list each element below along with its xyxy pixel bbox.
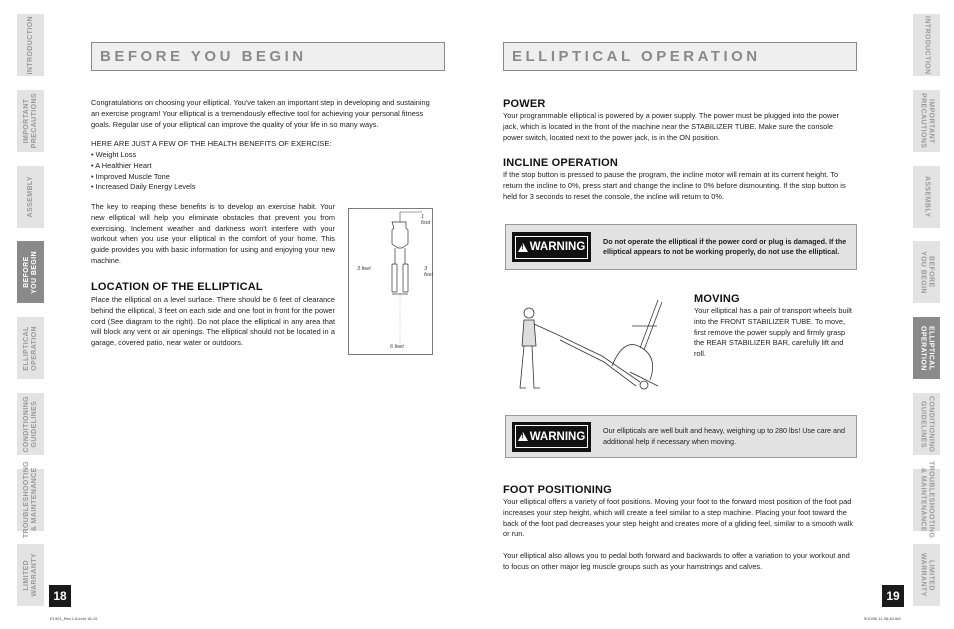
- moving-paragraph: Your elliptical has a pair of transport wheels built into the FRONT STABILIZER TUBE. To move, first remove the power supply and firmly grasp the REAR STABILIZER BAR, carefully lift and roll.: [694, 306, 852, 359]
- right-clearance-label: 3 feet: [424, 266, 434, 278]
- elliptical-operation-header: [503, 42, 857, 71]
- power-paragraph: Your programmable elliptical is powered by a power supply. The power must be plugged into the power jack, which is located in the front of the machine near the STABILIZER TUBE. Make sure the console power switch, located next to the power jack, is in the ON position.: [503, 111, 839, 142]
- tab-before-you-begin[interactable]: BEFORE YOU BEGIN: [913, 241, 940, 303]
- warning-badge: [512, 232, 591, 262]
- foot-positioning-paragraph-2: Your elliptical also allows you to pedal both forward and backwards to offer a variation to your workout and to focus on other major leg muscle groups such as your hamstrings and calves.: [503, 551, 850, 571]
- location-paragraph: Place the elliptical on a level surface. There should be 6 feet of clearance behind the elliptical, 3 feet on each side and one foot in front for the power cord (See diagram to the right). Do not place the elliptical in any area that will block any vent or air openings. The elliptical should not be located in a garage, covered patio, near water or outdoors.: [91, 295, 335, 348]
- before-you-begin-header: [91, 42, 445, 71]
- tab-elliptical-operation[interactable]: ELLIPTICAL OPERATION: [17, 317, 44, 379]
- tab-conditioning-guidelines[interactable]: CONDITIONING GUIDELINES: [913, 393, 940, 455]
- moving-heading: MOVING: [694, 293, 740, 305]
- tab-important-precautions[interactable]: IMPORTANT PRECAUTIONS: [913, 90, 940, 152]
- list-item: • A Healthier Heart: [91, 160, 152, 170]
- power-heading: POWER: [503, 98, 546, 110]
- tab-limited-warranty[interactable]: LIMITED WARRANTY: [17, 544, 44, 606]
- tab-assembly[interactable]: ASSEMBLY: [17, 166, 44, 228]
- warning-label: WARNING: [529, 430, 586, 443]
- tab-introduction[interactable]: INTRODUCTION: [913, 14, 940, 76]
- tab-limited-warranty[interactable]: LIMITED WARRANTY: [913, 544, 940, 606]
- clearance-diagram-svg: [348, 208, 433, 355]
- clearance-diagram: [348, 208, 433, 355]
- elliptical-top-view: [392, 222, 408, 294]
- incline-paragraph: If the stop button is pressed to pause the program, the incline motor will remain at its current height. To return the incline to 0%, press start and change the incline to 0% before dismounting. If the stop button is held for 3 seconds to reset the console, the incline will return to 0%.: [503, 170, 846, 201]
- benefits-heading: HERE ARE JUST A FEW OF THE HEALTH BENEFITS OF EXERCISE:: [91, 139, 332, 148]
- file-footer: E1301_Rev.1.5.indd 18-19: [50, 616, 98, 621]
- tab-troubleshooting-maintenance[interactable]: TROUBLESHOOTING & MAINTENANCE: [17, 469, 44, 531]
- page-number-left: 18: [49, 585, 71, 607]
- tab-assembly[interactable]: ASSEMBLY: [913, 166, 940, 228]
- tab-troubleshooting-maintenance[interactable]: TROUBLESHOOTING & MAINTENANCE: [913, 469, 940, 531]
- warning-text: Our ellipticals are well built and heavy, weighing up to 280 lbs! Use care and additional help if necessary when moving.: [603, 426, 845, 446]
- warning-triangle-icon: [518, 243, 528, 252]
- warning-text: Do not operate the elliptical if the power cord or plug is damaged. If the elliptical appears to not be working properly, do not use the elliptical.: [603, 236, 847, 256]
- tab-important-precautions[interactable]: IMPORTANT PRECAUTIONS: [17, 90, 44, 152]
- tab-conditioning-guidelines[interactable]: CONDITIONING GUIDELINES: [17, 393, 44, 455]
- warning-label: WARNING: [529, 241, 586, 253]
- moving-illustration: [512, 296, 672, 396]
- date-footer: 9/10/06 11:36:46 AM: [864, 616, 901, 621]
- warning-box-power: [505, 224, 857, 270]
- left-clearance-label: 3 feet: [357, 266, 371, 272]
- page-title: BEFORE YOU BEGIN: [100, 48, 307, 65]
- list-item: • Increased Daily Energy Levels: [91, 182, 196, 192]
- key-paragraph: The key to reaping these benefits is to develop an exercise habit. Your new elliptical will help you eliminate obstacles that prevent you from exercising. Inclement weather and darkness won't interfere with your workout when you use your elliptical in the comfort of your home. This guide provides you with basic information for using and enjoying your new machine.: [91, 202, 335, 265]
- intro-paragraph: Congratulations on choosing your elliptical. You've taken an important step in developing and sustaining an exercise program! Your elliptical is a tremendously effective tool for achieving your personal fitness goals. Regular use of your elliptical can improve the quality of your life in so many ways.: [91, 98, 430, 129]
- page-number-right: 19: [882, 585, 904, 607]
- tab-elliptical-operation[interactable]: ELLIPTICAL OPERATION: [913, 317, 940, 379]
- warning-badge: [512, 422, 591, 452]
- front-clearance-label: 1 foot: [421, 214, 431, 226]
- list-item: • Improved Muscle Tone: [91, 171, 170, 181]
- tab-introduction[interactable]: INTRODUCTION: [17, 14, 44, 76]
- back-clearance-label: 6 feet: [390, 344, 404, 350]
- foot-positioning-paragraph-1: Your elliptical offers a variety of foot positions. Moving your foot to the forward most position of the foot pad increases your step height, which will create a feel similar to a step machine. Placing your foot toward the back of the foot pad decreases your step height and creates more of a gliding feel, similar to a smooth walk or run.: [503, 497, 854, 539]
- foot-positioning-heading: FOOT POSITIONING: [503, 484, 612, 496]
- tab-before-you-begin[interactable]: BEFORE YOU BEGIN: [17, 241, 44, 303]
- warning-box-moving: [505, 415, 857, 458]
- location-heading: LOCATION OF THE ELLIPTICAL: [91, 281, 263, 293]
- list-item: • Weight Loss: [91, 150, 137, 159]
- page-title: ELLIPTICAL OPERATION: [512, 48, 761, 65]
- warning-triangle-icon: [518, 432, 528, 441]
- incline-heading: INCLINE OPERATION: [503, 157, 619, 169]
- benefits-list: [91, 150, 291, 193]
- clearance-area-outline: [349, 209, 433, 355]
